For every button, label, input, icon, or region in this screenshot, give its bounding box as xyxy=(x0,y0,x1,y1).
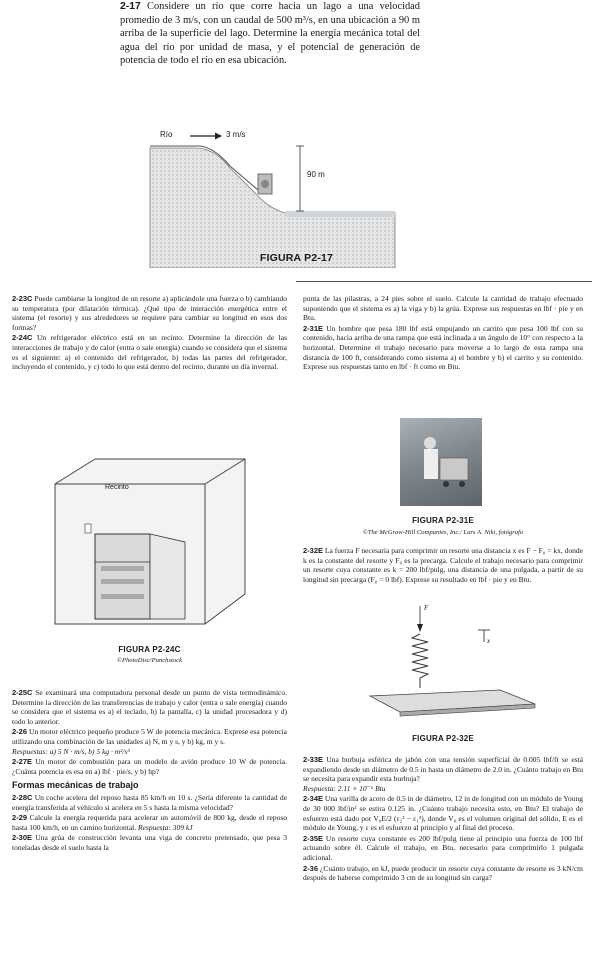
photo-credit: ©PhotoDisc/Punchstock xyxy=(116,657,183,664)
lake xyxy=(285,211,395,217)
problem-2-33e: 2-33E Una burbuja esférica de jabón con una tensión superficial de 0.005 lbf/ft se está expandiendo desde un diámetro de 0.5 in hasta un diámetro de 2.0 in. ¿Cuánto trabajo en Btu se necesita para expandir esta burbuja? Respuesta: 2.11 × 10⁻⁶ Btu xyxy=(303,755,583,793)
refrigerator-room-diagram xyxy=(35,454,265,634)
figure-caption: FIGURA P2-32E xyxy=(412,734,474,743)
problem-2-31e: 2-31E Un hombre que pesa 180 lbf está empujando un carrito que pesa 100 lbf con su contenido, hacia arriba de una rampa que está inclinada a un ángulo de 10° con respecto a la horizontal. Determine el trabajo necesario para moverse a lo largo de esta rampa una distancia de 100 ft, considerando como sistema a) el hombre y b) el carrito y su contenido. Exprese sus respuestas tanto en lbf · ft como en Btu. xyxy=(303,323,584,372)
left-column-lower xyxy=(12,688,287,854)
problem-2-32e: 2-32E La fuerza F necesaria para comprimir un resorte una distancia x es F − F₀ = kx, donde k es la constante del resorte y F₀ es la precarga. Calcule el trabajo necesario para comprimir un resorte cuya constante es k = 200 lbf/pulg, una distancia de una pulgada, a partir de su longitud sin precarga (F₀ = 0 lbf). Exprese su resultado en lbf · pie y en Btu. xyxy=(303,546,584,584)
problem-2-30e: 2-30E Una grúa de construcción levanta una viga de concreto pretensado, que pesa 3 toneladas desde el suelo hasta la xyxy=(12,833,288,852)
speed-label: 3 m/s xyxy=(226,130,246,139)
problem-2-26: 2-26 Un motor eléctrico pequeño produce 5 W de potencia mecánica. Exprese esa potencia utilizando una combinación de las unidades a) N, m y s, y b) kg, m y s. Respuestas: a) 5 N · m/s, b) 5 kg · m²/s³ xyxy=(12,727,287,756)
height-label: 90 m xyxy=(307,170,325,179)
photo-man-pushing-cart xyxy=(400,418,482,506)
left-column xyxy=(12,294,287,373)
right-column xyxy=(303,294,583,373)
problem-2-17 xyxy=(120,0,420,68)
problem-2-27e: 2-27E Un motor de combustión para un modelo de avión produce 10 W de potencia. ¿Cuánta potencia es esa en a) lbf · pie/s, y b) hp? xyxy=(12,757,287,776)
problem-2-36: 2-36 ¿Cuánto trabajo, en kJ, puede producir un resorte cuya constante de resorte es 3 kN/cm después de haberse comprimido 3 cm de su longitud sin carga? xyxy=(303,863,583,883)
river-lake-diagram xyxy=(0,118,593,268)
terrain xyxy=(150,148,395,268)
outlet-icon xyxy=(85,524,91,533)
photo-credit: ©The McGraw-Hill Companies, Inc./ Lars A. Niki, fotógrafo xyxy=(362,529,524,536)
problem-2-35e: 2-35E Un resorte cuya constante es 200 lbf/pulg tiene al principio una fuerza de 100 lbf actuando sobre él. Calcule el trabajo, en Btu, necesario para comprimirlo 1 pulgada adicional. xyxy=(303,833,584,862)
answer: Respuestas: a) 5 N · m/s, b) 5 kg · m²/s³ xyxy=(12,746,130,756)
figure-p2-32e xyxy=(350,604,550,724)
problem-2-30e-cont: punta de las pilastras, a 24 pies sobre el suelo. Calcule la cantidad de trabajo efectuado suponiendo que el sistema es a) la viga y b) la grúa. Exprese sus respuestas en lbf · pie y en Btu. xyxy=(303,294,583,323)
figure-caption: FIGURA P2-31E xyxy=(412,516,474,525)
figure-p2-17 xyxy=(0,118,593,268)
refrigerator-icon xyxy=(95,534,185,619)
right-column-mid xyxy=(303,546,583,585)
turbine-icon xyxy=(258,174,272,194)
spring-icon xyxy=(412,634,428,688)
rio-label: Río xyxy=(160,130,173,139)
room-label: Recinto xyxy=(105,484,129,491)
figure-caption: FIGURA P2-24C xyxy=(118,645,181,654)
problem-2-24c: 2-24C Un refrigerador eléctrico está en un recinto. Determine la dirección de las interacciones de trabajo y de calor (entra o sale energía) cuando se considera que el sistema es el siguiente: a) el contenido del refrigerador, b) todas las partes del refrigerador, incluyendo el contenido, y c) todo lo que está dentro del recinto, durante un día invernal. xyxy=(12,333,288,372)
problem-2-23c: 2-23C Puede cambiarse la longitud de un resorte a) aplicándole una fuerza o b) cambiando su temperatura (por dilatación térmica). ¿Qué tipo de interacción energética entre el sistema (el resorte) y sus alrededores se requiere para cambiar su longitud en esos dos formas? xyxy=(12,294,288,332)
problem-number: 2-17 xyxy=(120,1,141,12)
figure-caption: FIGURA P2-17 xyxy=(259,252,334,264)
section-heading: Formas mecánicas de trabajo xyxy=(12,780,139,791)
right-column-lower xyxy=(303,755,583,884)
problem-2-25c: 2-25C Se examinará una computadora personal desde un punto de vista termodinámico. Determine la dirección de las transferencias de trabajo y calor (entra o sale energía) cuando se considera que el sistema es a) el teclado, b) la pantalla, c) la unidad procesadora y d) todo lo anterior. xyxy=(12,688,287,726)
problem-2-28c: 2-28C Un coche acelera del reposo hasta 85 km/h en 10 s. ¿Sería diferente la cantidad de energía transferida al vehículo si acelera en 5 s hasta la misma velocidad? xyxy=(12,792,288,812)
spring-diagram xyxy=(350,604,550,724)
force-label: F xyxy=(424,604,429,612)
divider xyxy=(296,281,592,282)
problem-text: Considere un río que corre hacia un lago a una velocidad promedio de 3 m/s, con un caudal de 500 m³/s, en una ubicación a 90 m arriba de la superficie del lago. Determine la energía mecánica total del agua del río por unidad de masa, y el potencial de generación de potencia de todo el río en esa ubicación. xyxy=(120,1,420,67)
x-label: x xyxy=(487,637,491,645)
figure-p2-24c xyxy=(35,454,265,634)
problem-2-29: 2-29 Calcule la energía requerida para acelerar un automóvil de 800 kg, desde el reposo hasta 100 km/h, en un camino horizontal. Respuesta: 309 kJ xyxy=(12,813,287,832)
problem-2-34e: 2-34E Una varilla de acero de 0.5 in de diámetro, 12 in de longitud con un módulo de Young de 30 000 lbf/in² se estira 0.125 in. ¿Cuánto trabajo necesita esto, en Btu? El trabajo de esfuerzo está dado por V₀E/2 (ε₂² − ε₁²), donde V₀ es el volumen original del sólido, E es el módulo de Young, y ε es el esfuerzo al principio y al final del proceso. xyxy=(303,794,583,833)
